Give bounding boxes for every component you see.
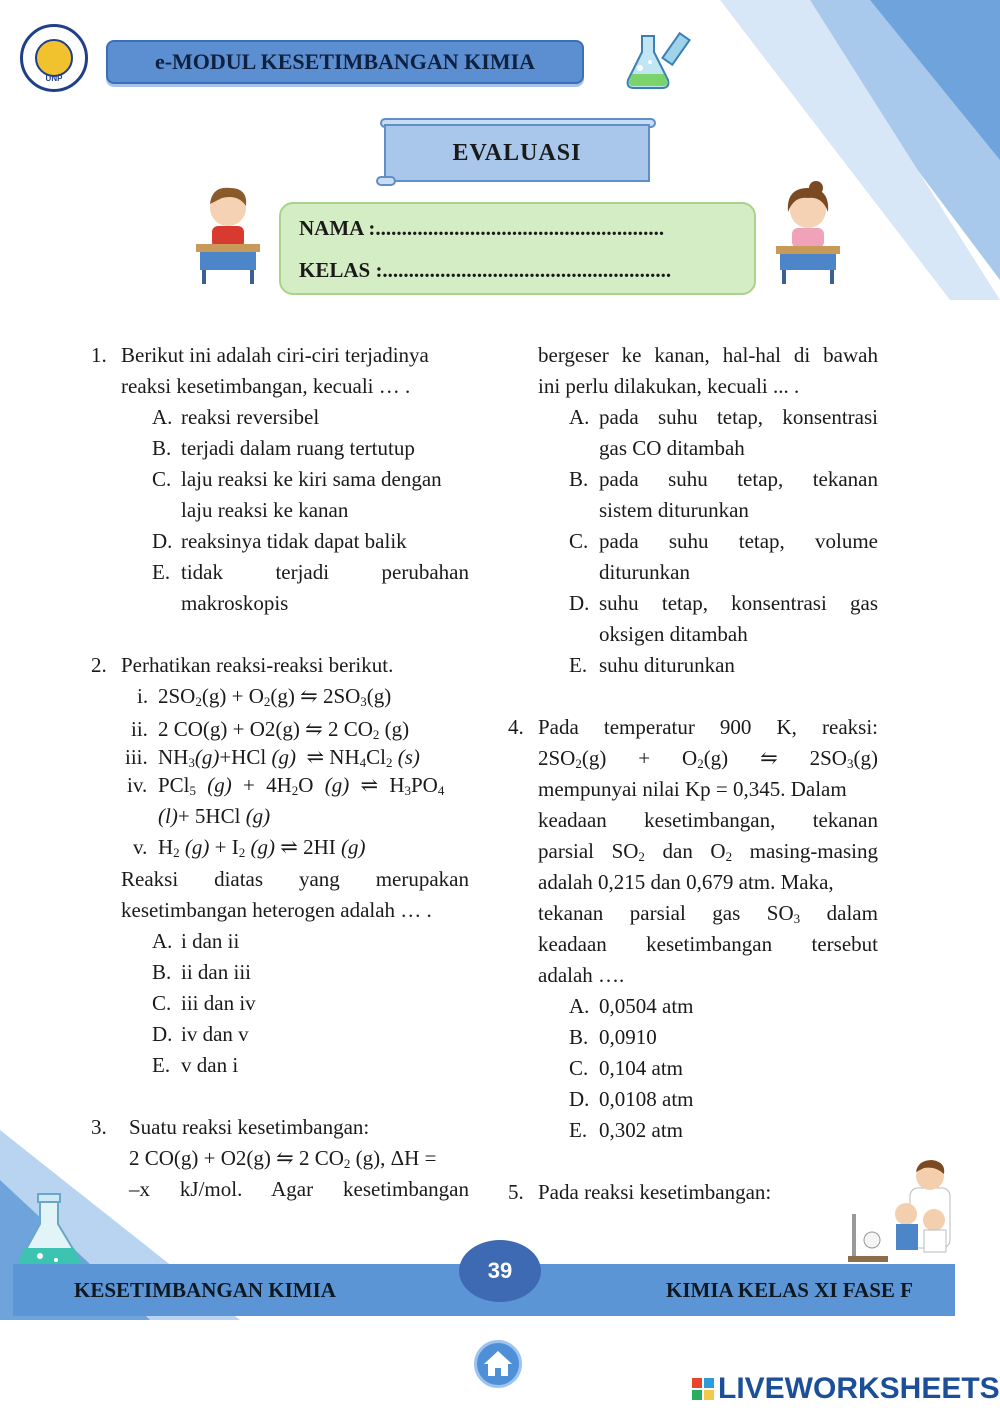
q3-stem-line4: bergeser ke kanan, hal-hal di bawah bbox=[538, 343, 878, 367]
q1-option-b-letter[interactable]: B. bbox=[152, 436, 172, 460]
q2-reaction-iii-label: iii. bbox=[125, 745, 148, 769]
q4-option-c[interactable]: 0,104 atm bbox=[599, 1056, 683, 1080]
home-icon bbox=[477, 1343, 519, 1385]
q4-stem-line9: adalah …. bbox=[538, 963, 625, 987]
page-number: 39 bbox=[459, 1240, 541, 1302]
q3-stem-line3: –x kJ/mol. Agar kesetimbangan bbox=[129, 1177, 469, 1201]
q1-option-c-line2[interactable]: laju reaksi ke kanan bbox=[181, 498, 349, 522]
module-title-banner: e-MODUL KESETIMBANGAN KIMIA bbox=[106, 40, 584, 84]
q4-option-b[interactable]: 0,0910 bbox=[599, 1025, 657, 1049]
q2-option-a[interactable]: i dan ii bbox=[181, 929, 240, 953]
q3-option-c-line2[interactable]: diturunkan bbox=[599, 560, 690, 584]
q3-option-b-letter[interactable]: B. bbox=[569, 467, 589, 491]
q2-option-c-letter[interactable]: C. bbox=[152, 991, 172, 1015]
logo-emblem-icon bbox=[35, 39, 73, 77]
q3-option-a-line1[interactable]: pada suhu tetap, konsentrasi bbox=[599, 405, 878, 429]
q2-option-a-letter[interactable]: A. bbox=[152, 929, 173, 953]
q2-reaction-i-label: i. bbox=[137, 684, 149, 708]
q1-stem-line1: Berikut ini adalah ciri-ciri terjadinya bbox=[121, 343, 429, 367]
q1-option-e-line1[interactable]: tidak terjadi perubahan bbox=[181, 560, 469, 584]
q3-number: 3. bbox=[91, 1115, 107, 1139]
q2-reaction-ii: 2 CO(g) + O2(g) ⇋ 2 $CO_2$ (g) bbox=[158, 717, 410, 742]
q1-option-c-letter[interactable]: C. bbox=[152, 467, 172, 491]
q3-stem-line2-equation: 2 CO(g) + O2(g) ⇋ 2 $CO_2$ (g), ΔH = bbox=[129, 1146, 437, 1171]
q4-stem-line6: adalah 0,215 dan 0,679 atm. Maka, bbox=[538, 870, 834, 894]
q2-option-d-letter[interactable]: D. bbox=[152, 1022, 173, 1046]
q2-reaction-iv-label: iv. bbox=[127, 773, 148, 797]
q3-option-b-line2[interactable]: sistem diturunkan bbox=[599, 498, 749, 522]
q3-option-b-line1[interactable]: pada suhu tetap, tekanan bbox=[599, 467, 878, 491]
q2-reaction-v: $H_2$ $(g) + I_2$ (g) ⇌ 2HI (g) bbox=[158, 835, 366, 860]
q3-option-d-line2[interactable]: oksigen ditambah bbox=[599, 622, 748, 646]
section-title: EVALUASI bbox=[384, 124, 650, 182]
q5-number: 5. bbox=[508, 1180, 524, 1204]
q2-option-c[interactable]: iii dan iv bbox=[181, 991, 256, 1015]
q4-stem-line1: Pada temperatur 900 K, reaksi: bbox=[538, 715, 878, 739]
q5-stem: Pada reaksi kesetimbangan: bbox=[538, 1180, 772, 1204]
logo-text: UNP bbox=[45, 74, 63, 83]
q4-stem-line3: mempunyai nilai Kp = 0,345. Dalam bbox=[538, 777, 847, 801]
q2-reaction-iv-line2: (l)+ 5HCl (g) bbox=[158, 804, 271, 828]
footer-left-title: KESETIMBANGAN KIMIA bbox=[74, 1278, 336, 1302]
q3-option-c-letter[interactable]: C. bbox=[569, 529, 589, 553]
scientist-children-illustration bbox=[846, 1158, 966, 1268]
q4-option-d-letter[interactable]: D. bbox=[569, 1087, 590, 1111]
q1-option-d[interactable]: reaksinya tidak dapat balik bbox=[181, 529, 407, 553]
nama-field-label[interactable]: NAMA :....................................................... bbox=[299, 216, 665, 240]
home-button[interactable] bbox=[474, 1340, 522, 1388]
q2-option-b[interactable]: ii dan iii bbox=[181, 960, 251, 984]
q3-stem-line1: Suatu reaksi kesetimbangan: bbox=[129, 1115, 370, 1139]
q1-option-e-letter[interactable]: E. bbox=[152, 560, 171, 584]
q4-stem-line4: keadaan kesetimbangan, tekanan bbox=[538, 808, 878, 832]
q4-option-e[interactable]: 0,302 atm bbox=[599, 1118, 683, 1142]
q2-number: 2. bbox=[91, 653, 107, 677]
q4-option-b-letter[interactable]: B. bbox=[569, 1025, 589, 1049]
q2-option-e-letter[interactable]: E. bbox=[152, 1053, 171, 1077]
q3-stem-line5: ini perlu dilakukan, kecuali ... . bbox=[538, 374, 800, 398]
q1-option-a-letter[interactable]: A. bbox=[152, 405, 173, 429]
liveworksheets-brand[interactable]: LIVEWORKSHEETS bbox=[718, 1372, 1000, 1405]
q4-stem-line7: tekanan parsial gas $SO_3$ dalam bbox=[538, 901, 878, 926]
q3-option-d-line1[interactable]: suhu tetap, konsentrasi gas bbox=[599, 591, 878, 615]
q2-closing-line2: kesetimbangan heterogen adalah … . bbox=[121, 898, 432, 922]
q1-option-a[interactable]: reaksi reversibel bbox=[181, 405, 320, 429]
scroll-bottom-curl bbox=[376, 176, 396, 186]
q4-stem-line2-equation: $2SO_2(g)$ + $O_2(g)$ ⇋ $2SO_3(g)$ bbox=[538, 746, 878, 771]
q4-option-d[interactable]: 0,0108 atm bbox=[599, 1087, 694, 1111]
q2-closing-line1: Reaksi diatas yang merupakan bbox=[121, 867, 469, 891]
q1-option-d-letter[interactable]: D. bbox=[152, 529, 173, 553]
q2-reaction-iv-line1: PCl$_5$ $(g) + 4H_2O$ (g) ⇌ $H_3PO_4$ bbox=[158, 773, 445, 798]
q3-option-a-line2[interactable]: gas CO ditambah bbox=[599, 436, 745, 460]
q4-number: 4. bbox=[508, 715, 524, 739]
q2-reaction-ii-label: ii. bbox=[131, 717, 148, 741]
q2-reaction-i: $2SO_2(g) + O_2(g)$ ⇋ $2SO_3(g)$ bbox=[158, 684, 392, 709]
q4-option-a[interactable]: 0,0504 atm bbox=[599, 994, 694, 1018]
q2-reaction-iii: $NH_3(g)+HCl$ (g) ⇌ $NH_4Cl_2$ (s) bbox=[158, 745, 420, 770]
q2-option-b-letter[interactable]: B. bbox=[152, 960, 172, 984]
q4-stem-line8: keadaan kesetimbangan tersebut bbox=[538, 932, 878, 956]
q2-reaction-v-label: v. bbox=[133, 835, 148, 859]
q3-option-e-letter[interactable]: E. bbox=[569, 653, 588, 677]
q4-option-e-letter[interactable]: E. bbox=[569, 1118, 588, 1142]
student-info-box bbox=[279, 202, 756, 295]
q4-option-a-letter[interactable]: A. bbox=[569, 994, 590, 1018]
chemistry-flask-icon bbox=[612, 28, 702, 92]
q2-option-e[interactable]: v dan i bbox=[181, 1053, 239, 1077]
q3-option-e[interactable]: suhu diturunkan bbox=[599, 653, 735, 677]
university-logo bbox=[20, 24, 88, 92]
q3-option-a-letter[interactable]: A. bbox=[569, 405, 590, 429]
q1-option-c-line1[interactable]: laju reaksi ke kiri sama dengan bbox=[181, 467, 442, 491]
q2-option-d[interactable]: iv dan v bbox=[181, 1022, 249, 1046]
boy-student-illustration bbox=[192, 180, 264, 285]
q2-stem: Perhatikan reaksi-reaksi berikut. bbox=[121, 653, 394, 677]
footer-right-title: KIMIA KELAS XI FASE F bbox=[666, 1278, 913, 1302]
girl-student-illustration bbox=[772, 180, 844, 285]
q4-stem-line5: parsial $SO_2$ dan $O_2$ masing-masing bbox=[538, 839, 878, 864]
q1-option-e-line2[interactable]: makroskopis bbox=[181, 591, 289, 615]
q1-stem-line2: reaksi kesetimbangan, kecuali … . bbox=[121, 374, 411, 398]
kelas-field-label[interactable]: KELAS :....................................................... bbox=[299, 258, 672, 282]
q3-option-c-line1[interactable]: pada suhu tetap, volume bbox=[599, 529, 878, 553]
q3-option-d-letter[interactable]: D. bbox=[569, 591, 590, 615]
liveworksheets-logo-icon bbox=[692, 1378, 714, 1400]
q1-number: 1. bbox=[91, 343, 107, 367]
q1-option-b[interactable]: terjadi dalam ruang tertutup bbox=[181, 436, 415, 460]
q4-option-c-letter[interactable]: C. bbox=[569, 1056, 589, 1080]
